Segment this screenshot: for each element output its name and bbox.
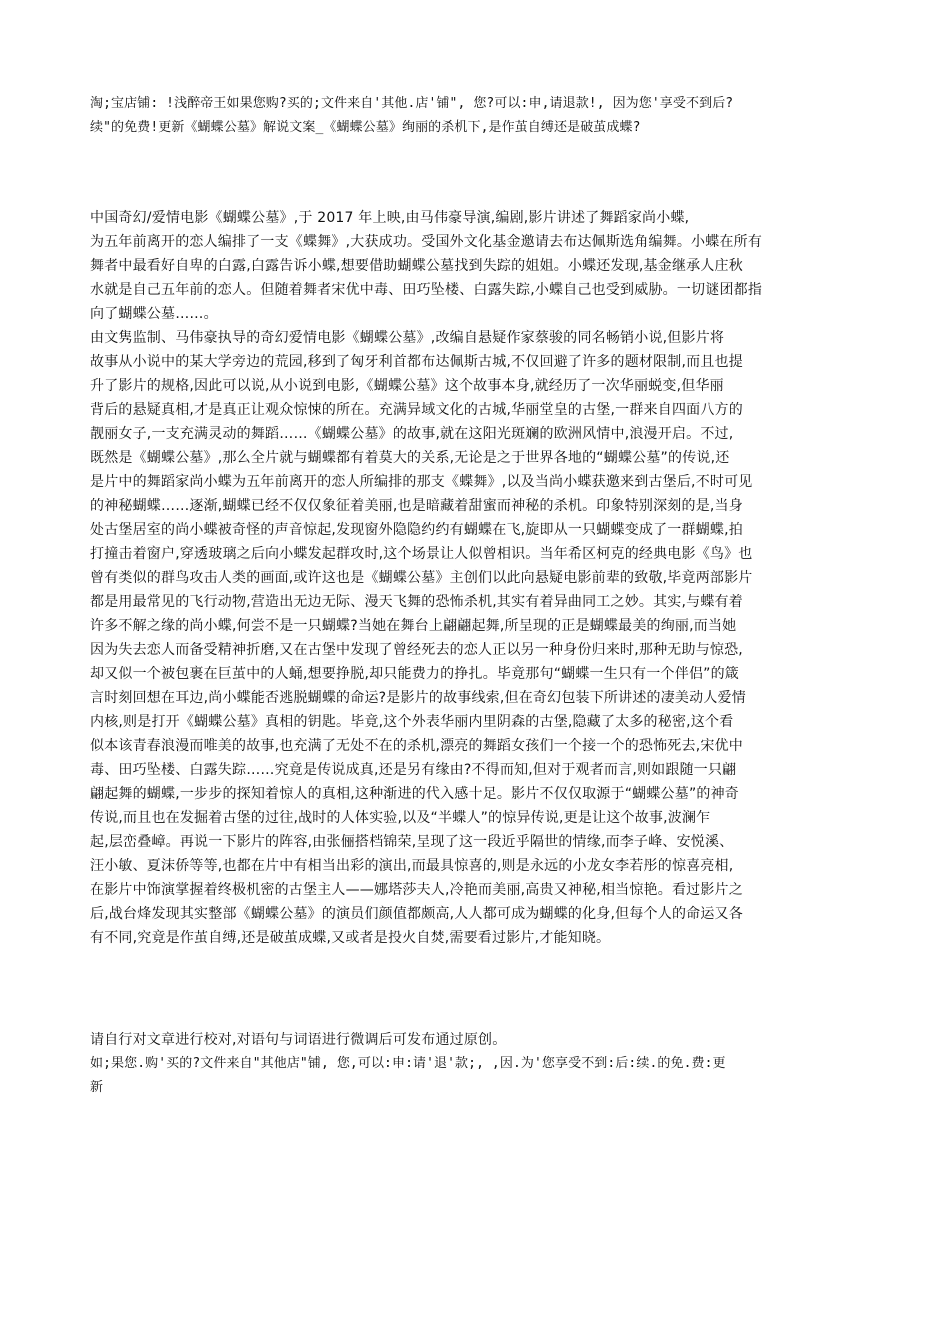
article-line: 为五年前离开的恋人编排了一支《蝶舞》,大获成功。受国外文化基金邀请去布达佩斯选角编舞。小蝶在所有 [90, 234, 763, 250]
article-line: 舞者中最看好自卑的白露,白露告诉小蝶,想要借助蝴蝶公墓找到失踪的姐姐。小蝶还发现,基金继承人庄秋 [90, 258, 743, 274]
spacer [90, 950, 866, 1028]
article-line: 却又似一个被包裹在巨茧中的人蛹,想要挣脱,却只能费力的挣扎。毕竟那句“蝴蝶一生只有一个伴侣”的箴 [90, 666, 740, 682]
article-line: 在影片中饰演掌握着终极机密的古堡主人——娜塔莎夫人,冷艳而美丽,高贵又神秘,相当惊艳。看过影片之 [90, 882, 743, 898]
header-line-1: 淘;宝店铺: !浅醉帝王如果您购?买的;文件来自'其他.店'铺", 您?可以:申,请退款!, 因为您'享受不到后? [90, 96, 734, 111]
footer-line-3: 新 [90, 1080, 104, 1095]
article-line: 都是用最常见的飞行动物,营造出无边无际、漫天飞舞的恐怖杀机,其实有着异曲同工之妙。其实,与蝶有着 [90, 594, 743, 610]
article-line: 靓丽女子,一支充满灵动的舞蹈……《蝴蝶公墓》的故事,就在这阳光斑斓的欧洲风情中,浪漫开启。不过, [90, 426, 734, 442]
article-line: 言时刻回想在耳边,尚小蝶能否逃脱蝴蝶的命运?是影片的故事线索,但在奇幻包装下所讲述的凄美动人爱情 [90, 690, 746, 706]
article-line: 既然是《蝴蝶公墓》,那么全片就与蝴蝶都有着莫大的关系,无论是之于世界各地的“蝴蝶公墓”的传说,还 [90, 450, 730, 466]
document-page [90, 92, 866, 1100]
article-line: 起,层峦叠嶂。再说一下影片的阵容,由张俪搭档锦荣,呈现了这一段近乎隔世的情缘,而李子峰、安悦溪、 [90, 834, 734, 850]
article-line: 曾有类似的群鸟攻击人类的画面,或许这也是《蝴蝶公墓》主创们以此向悬疑电影前辈的致敬,毕竟两部影片 [90, 570, 753, 586]
article-line: 因为失去恋人而备受精神折磨,又在古堡中发现了曾经死去的恋人正以另一种身份归来时,那种无助与惊恐, [90, 642, 743, 658]
article-line: 许多不解之缘的尚小蝶,何尝不是一只蝴蝶?当她在舞台上翩翩起舞,所呈现的正是蝴蝶最美的绚丽,而当她 [90, 618, 737, 634]
article-line: 汪小敏、夏沫侨等等,也都在片中有相当出彩的演出,而最具惊喜的,则是永远的小龙女李若彤的惊喜亮相, [90, 858, 734, 874]
article-line: 由文隽监制、马伟豪执导的奇幻爱情电影《蝴蝶公墓》,改编自悬疑作家蔡骏的同名畅销小说,但影片将 [90, 330, 725, 346]
article-line: 翩起舞的蝴蝶,一步步的探知着惊人的真相,这种渐进的代入感十足。影片不仅仅取源于“蝴蝶公墓”的神奇 [90, 786, 740, 802]
article-line: 似本该青春浪漫而唯美的故事,也充满了无处不在的杀机,漂亮的舞蹈女孩们一个接一个的恐怖死去,宋优中 [90, 738, 743, 754]
article-line: 毒、田巧坠楼、白露失踪……究竟是传说成真,还是另有缘由?不得而知,但对于观者而言,则如跟随一只翩 [90, 762, 737, 778]
article-line: 中国奇幻/爱情电影《蝴蝶公墓》,于 2017 年上映,由马伟豪导演,编剧,影片讲述了舞蹈家尚小蝶, [90, 210, 690, 226]
article-line: 向了蝴蝶公墓……。 [90, 306, 218, 322]
article-line: 的神秘蝴蝶……逐渐,蝴蝶已经不仅仅象征着美丽,也是暗藏着甜蜜而神秘的杀机。印象特别深刻的是,当身 [90, 498, 743, 514]
spacer [90, 140, 866, 206]
article-line: 是片中的舞蹈家尚小蝶为五年前离开的恋人所编排的那支《蝶舞》,以及当尚小蝶获邀来到古堡后,不时可见 [90, 474, 753, 490]
article-line: 升了影片的规格,因此可以说,从小说到电影,《蝴蝶公墓》这个故事本身,就经历了一次华丽蜕变,但华丽 [90, 378, 724, 394]
header-line-2: 续"的免费!更新《蝴蝶公墓》解说文案_《蝴蝶公墓》绚丽的杀机下,是作茧自缚还是破茧成蝶? [90, 120, 641, 135]
article-line: 处古堡居室的尚小蝶被奇怪的声音惊起,发现窗外隐隐约约有蝴蝶在飞,旋即从一只蝴蝶变成了一群蝴蝶,拍 [90, 522, 743, 538]
footer-line-2: 如;果您.购'买的?文件来自"其他店"铺, 您,可以:申:请'退'款;, ,因.为'您享受不到:后:续.的免.费:更 [90, 1056, 726, 1071]
article-line: 后,战台烽发现其实整部《蝴蝶公墓》的演员们颜值都颇高,人人都可成为蝴蝶的化身,但每个人的命运又各 [90, 906, 743, 922]
article-line: 水就是自己五年前的恋人。但随着舞者宋优中毒、田巧坠楼、白露失踪,小蝶自己也受到威胁。一切谜团都指 [90, 282, 763, 298]
article-line: 内核,则是打开《蝴蝶公墓》真相的钥匙。毕竟,这个外表华丽内里阴森的古堡,隐藏了太多的秘密,这个看 [90, 714, 734, 730]
article-line: 故事从小说中的某大学旁边的荒园,移到了匈牙利首都布达佩斯古城,不仅回避了许多的题材限制,而且也提 [90, 354, 743, 370]
article-line: 有不同,究竟是作茧自缚,还是破茧成蝶,又或者是投火自焚,需要看过影片,才能知晓。 [90, 930, 611, 946]
article-body [90, 206, 866, 950]
footer-line-1: 请自行对文章进行校对,对语句与词语进行微调后可发布通过原创。 [90, 1032, 507, 1048]
article-line: 传说,而且也在发掘着古堡的过往,战时的人体实验,以及“半蝶人”的惊异传说,更是让这个故事,波澜乍 [90, 810, 711, 826]
article-line: 打撞击着窗户,穿透玻璃之后向小蝶发起群攻时,这个场景让人似曾相识。当年希区柯克的经典电影《鸟》也 [90, 546, 753, 562]
article-line: 背后的悬疑真相,才是真正让观众惊悚的所在。充满异域文化的古城,华丽堂皇的古堡,一群来自四面八方的 [90, 402, 743, 418]
